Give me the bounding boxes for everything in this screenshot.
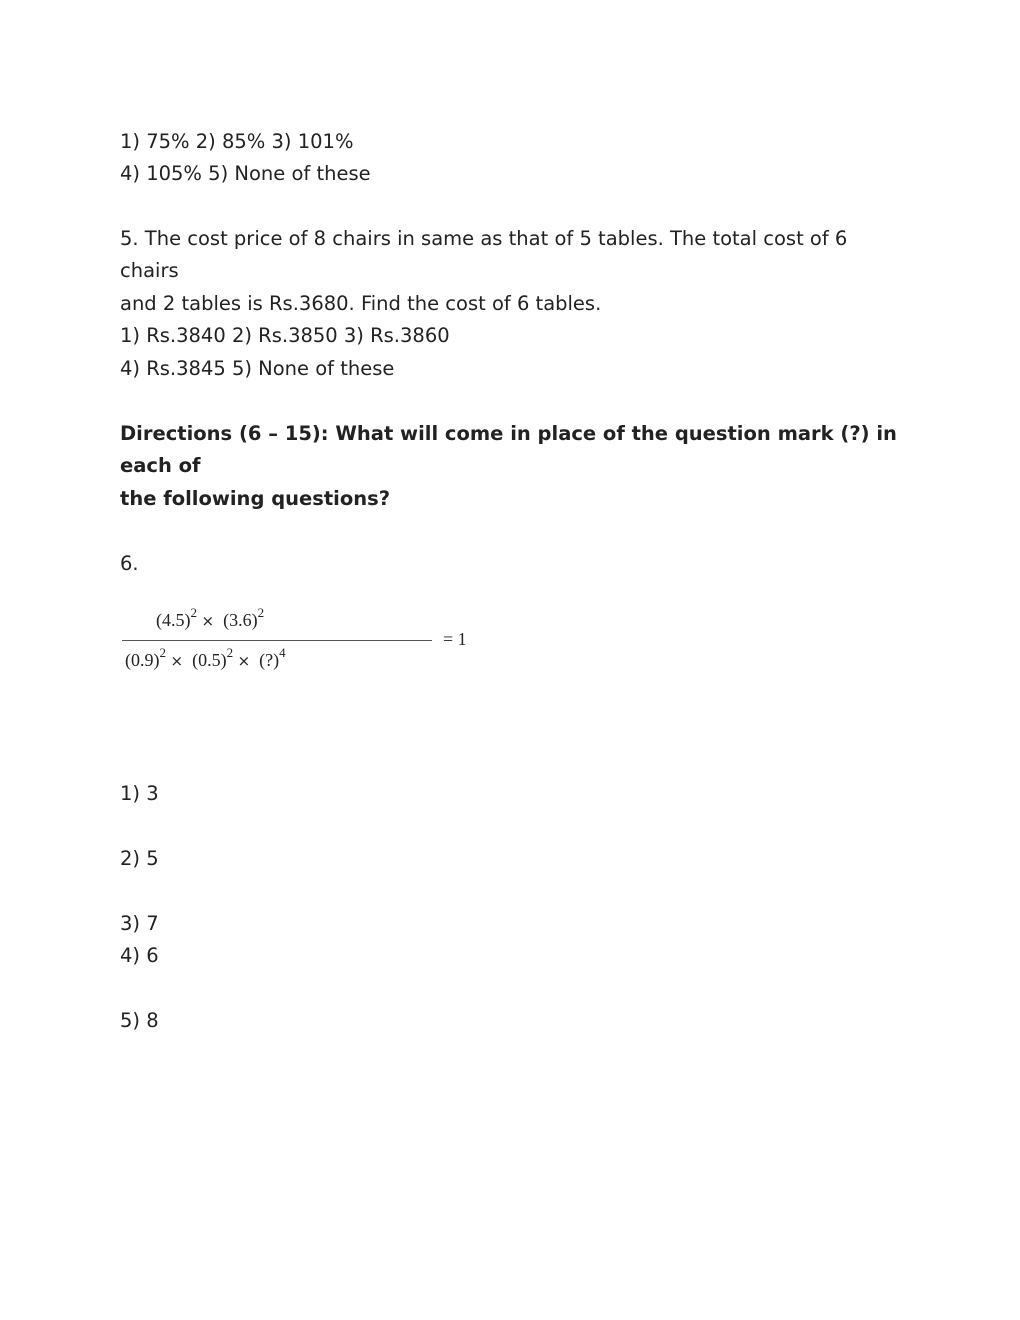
formula-denominator: [125, 645, 286, 671]
formula-exponent: 4: [279, 645, 286, 660]
formula-exponent: 2: [190, 605, 197, 620]
directions-line-1: Directions (6 – 15): What will come in place of the question mark (?) in: [120, 422, 897, 445]
q5-text-line-3: and 2 tables is Rs.3680. Find the cost of 6 tables.: [120, 292, 602, 315]
formula-exponent: 2: [257, 605, 265, 620]
q4-options-line-2: 4) 105% 5) None of these: [120, 162, 371, 185]
q6-option-4: 4) 6: [120, 944, 159, 967]
times-sign: ×: [237, 652, 251, 670]
q4-options-line-1: 1) 75% 2) 85% 3) 101%: [120, 130, 354, 153]
times-sign: ×: [201, 612, 215, 630]
q6-option-3: 3) 7: [120, 912, 159, 935]
directions-line-3: the following questions?: [120, 487, 391, 510]
formula-term: (3.6): [223, 610, 258, 630]
times-sign: ×: [170, 652, 184, 670]
q6-formula: [120, 605, 467, 676]
q6-option-5: 5) 8: [120, 1009, 159, 1032]
formula-term: (0.9): [125, 650, 160, 670]
formula-exponent: 2: [226, 645, 234, 660]
q6-option-2: 2) 5: [120, 847, 159, 870]
formula-numerator: [156, 605, 265, 631]
formula-term: (?): [259, 650, 280, 670]
q5-options-line-2: 4) Rs.3845 5) None of these: [120, 357, 395, 380]
q5-text-line-1: 5. The cost price of 8 chairs in same as that of 5 tables. The total cost of 6: [120, 227, 848, 250]
directions-line-2: each of: [120, 454, 201, 477]
formula-exponent: 2: [159, 645, 166, 660]
formula-term: (4.5): [156, 610, 191, 630]
q6-number: 6.: [120, 552, 139, 575]
q5-text-line-2: chairs: [120, 259, 179, 282]
q5-options-line-1: 1) Rs.3840 2) Rs.3850 3) Rs.3860: [120, 324, 450, 347]
q6-option-1: 1) 3: [120, 782, 159, 805]
fraction-bar: [122, 640, 432, 641]
formula-rhs: = 1: [443, 629, 467, 649]
formula-term: (0.5): [192, 650, 227, 670]
